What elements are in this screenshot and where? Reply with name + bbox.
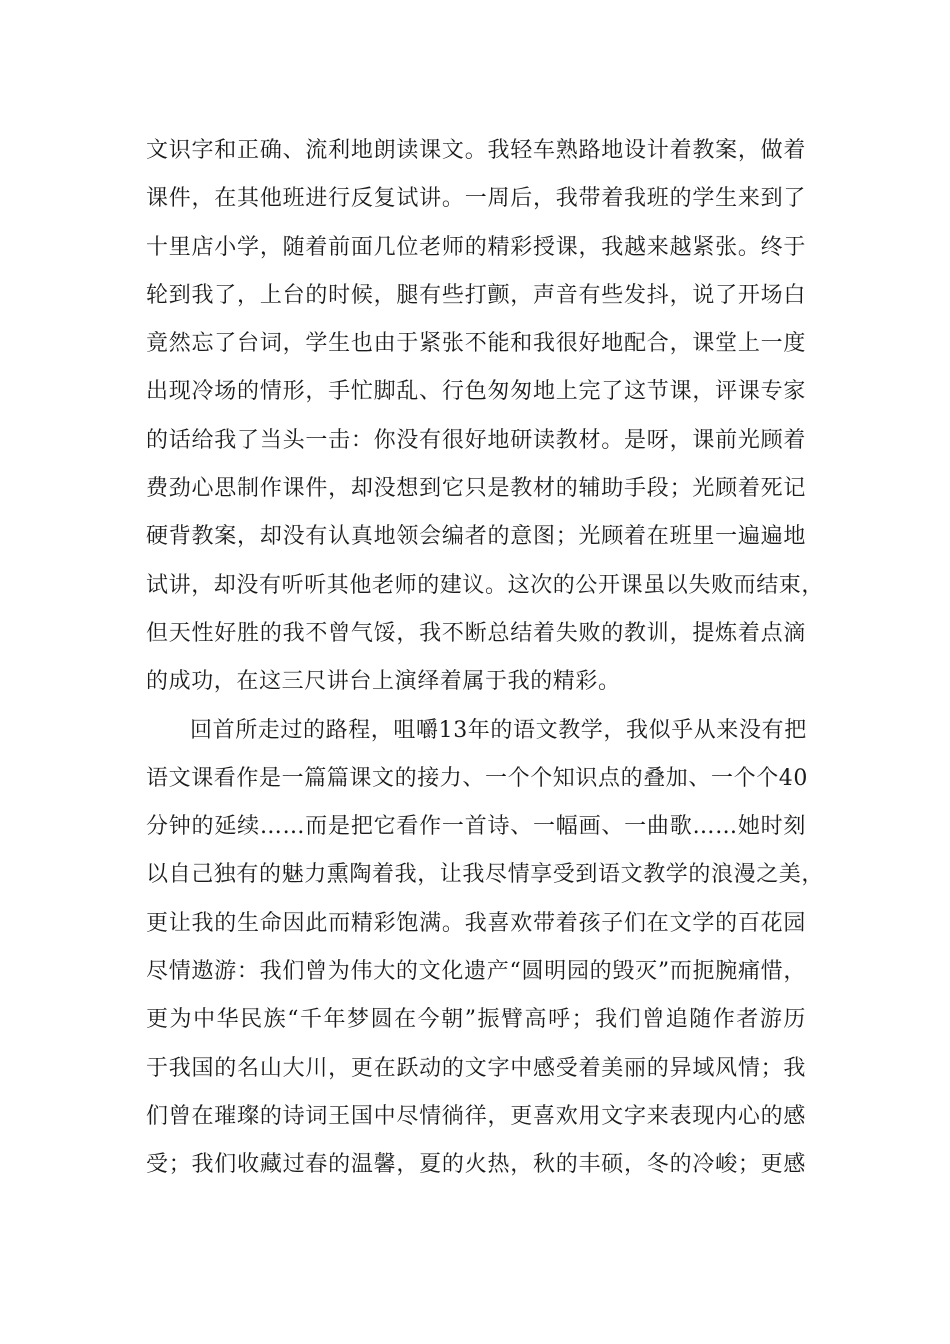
- text-line: 于我国的名山大川，更在跃动的文字中感受着美丽的异域风情；我: [146, 1055, 806, 1081]
- text-line: 受；我们收藏过春的温馨，夏的火热，秋的丰硕，冬的冷峻；更感: [146, 1152, 806, 1178]
- text-line: 的成功，在这三尺讲台上演绎着属于我的精彩。: [146, 669, 621, 695]
- text-line: 尽情遨游：我们曾为伟大的文化遗产“圆明园的毁灭”而扼腕痛惜，: [146, 959, 806, 985]
- text-line: 更让我的生命因此而精彩饱满。我喜欢带着孩子们在文学的百花园: [146, 910, 806, 936]
- text-line: 们曾在璀璨的诗词王国中尽情徜徉，更喜欢用文字来表现内心的感: [146, 1103, 806, 1129]
- text-line: 但天性好胜的我不曾气馁，我不断总结着失败的教训，提炼着点滴: [146, 620, 806, 646]
- text-line: 的话给我了当头一击：你没有很好地研读教材。是呀，课前光顾着: [146, 427, 806, 453]
- paragraph-1: [146, 127, 825, 707]
- text-line: 课件，在其他班进行反复试讲。一周后，我带着我班的学生来到了: [146, 186, 806, 212]
- text-line: 语文课看作是一篇篇课文的接力、一个个知识点的叠加、一个个40: [146, 765, 808, 791]
- text-line: 硬背教案，却没有认真地领会编者的意图；光顾着在班里一遍遍地: [146, 524, 806, 550]
- text-line: 费劲心思制作课件，却没想到它只是教材的辅助手段；光顾着死记: [146, 476, 806, 502]
- text-line: 以自己独有的魅力熏陶着我，让我尽情享受到语文教学的浪漫之美，: [146, 862, 825, 888]
- text-line: 更为中华民族“千年梦圆在今朝”振臂高呼；我们曾追随作者游历: [146, 1007, 806, 1033]
- body-text: [146, 127, 825, 1190]
- text-line: 分钟的延续……而是把它看作一首诗、一幅画、一曲歌……她时刻: [146, 814, 806, 840]
- text-line: 十里店小学，随着前面几位老师的精彩授课，我越来越紧张。终于: [146, 234, 806, 260]
- text-line: 竟然忘了台词，学生也由于紧张不能和我很好地配合，课堂上一度: [146, 331, 806, 357]
- paragraph-2: [146, 707, 825, 1190]
- text-line: 轮到我了，上台的时候，腿有些打颤，声音有些发抖，说了开场白: [146, 282, 806, 308]
- text-line: 文识字和正确、流利地朗读课文。我轻车熟路地设计着教案，做着: [146, 138, 806, 163]
- text-line-indented: 回首所走过的路程，咀嚼13年的语文教学，我似乎从来没有把: [190, 717, 807, 743]
- text-line: 出现冷场的情形，手忙脚乱、行色匆匆地上完了这节课，评课专家: [146, 379, 806, 405]
- text-line: 试讲，却没有听听其他老师的建议。这次的公开课虽以失败而结束，: [146, 572, 825, 598]
